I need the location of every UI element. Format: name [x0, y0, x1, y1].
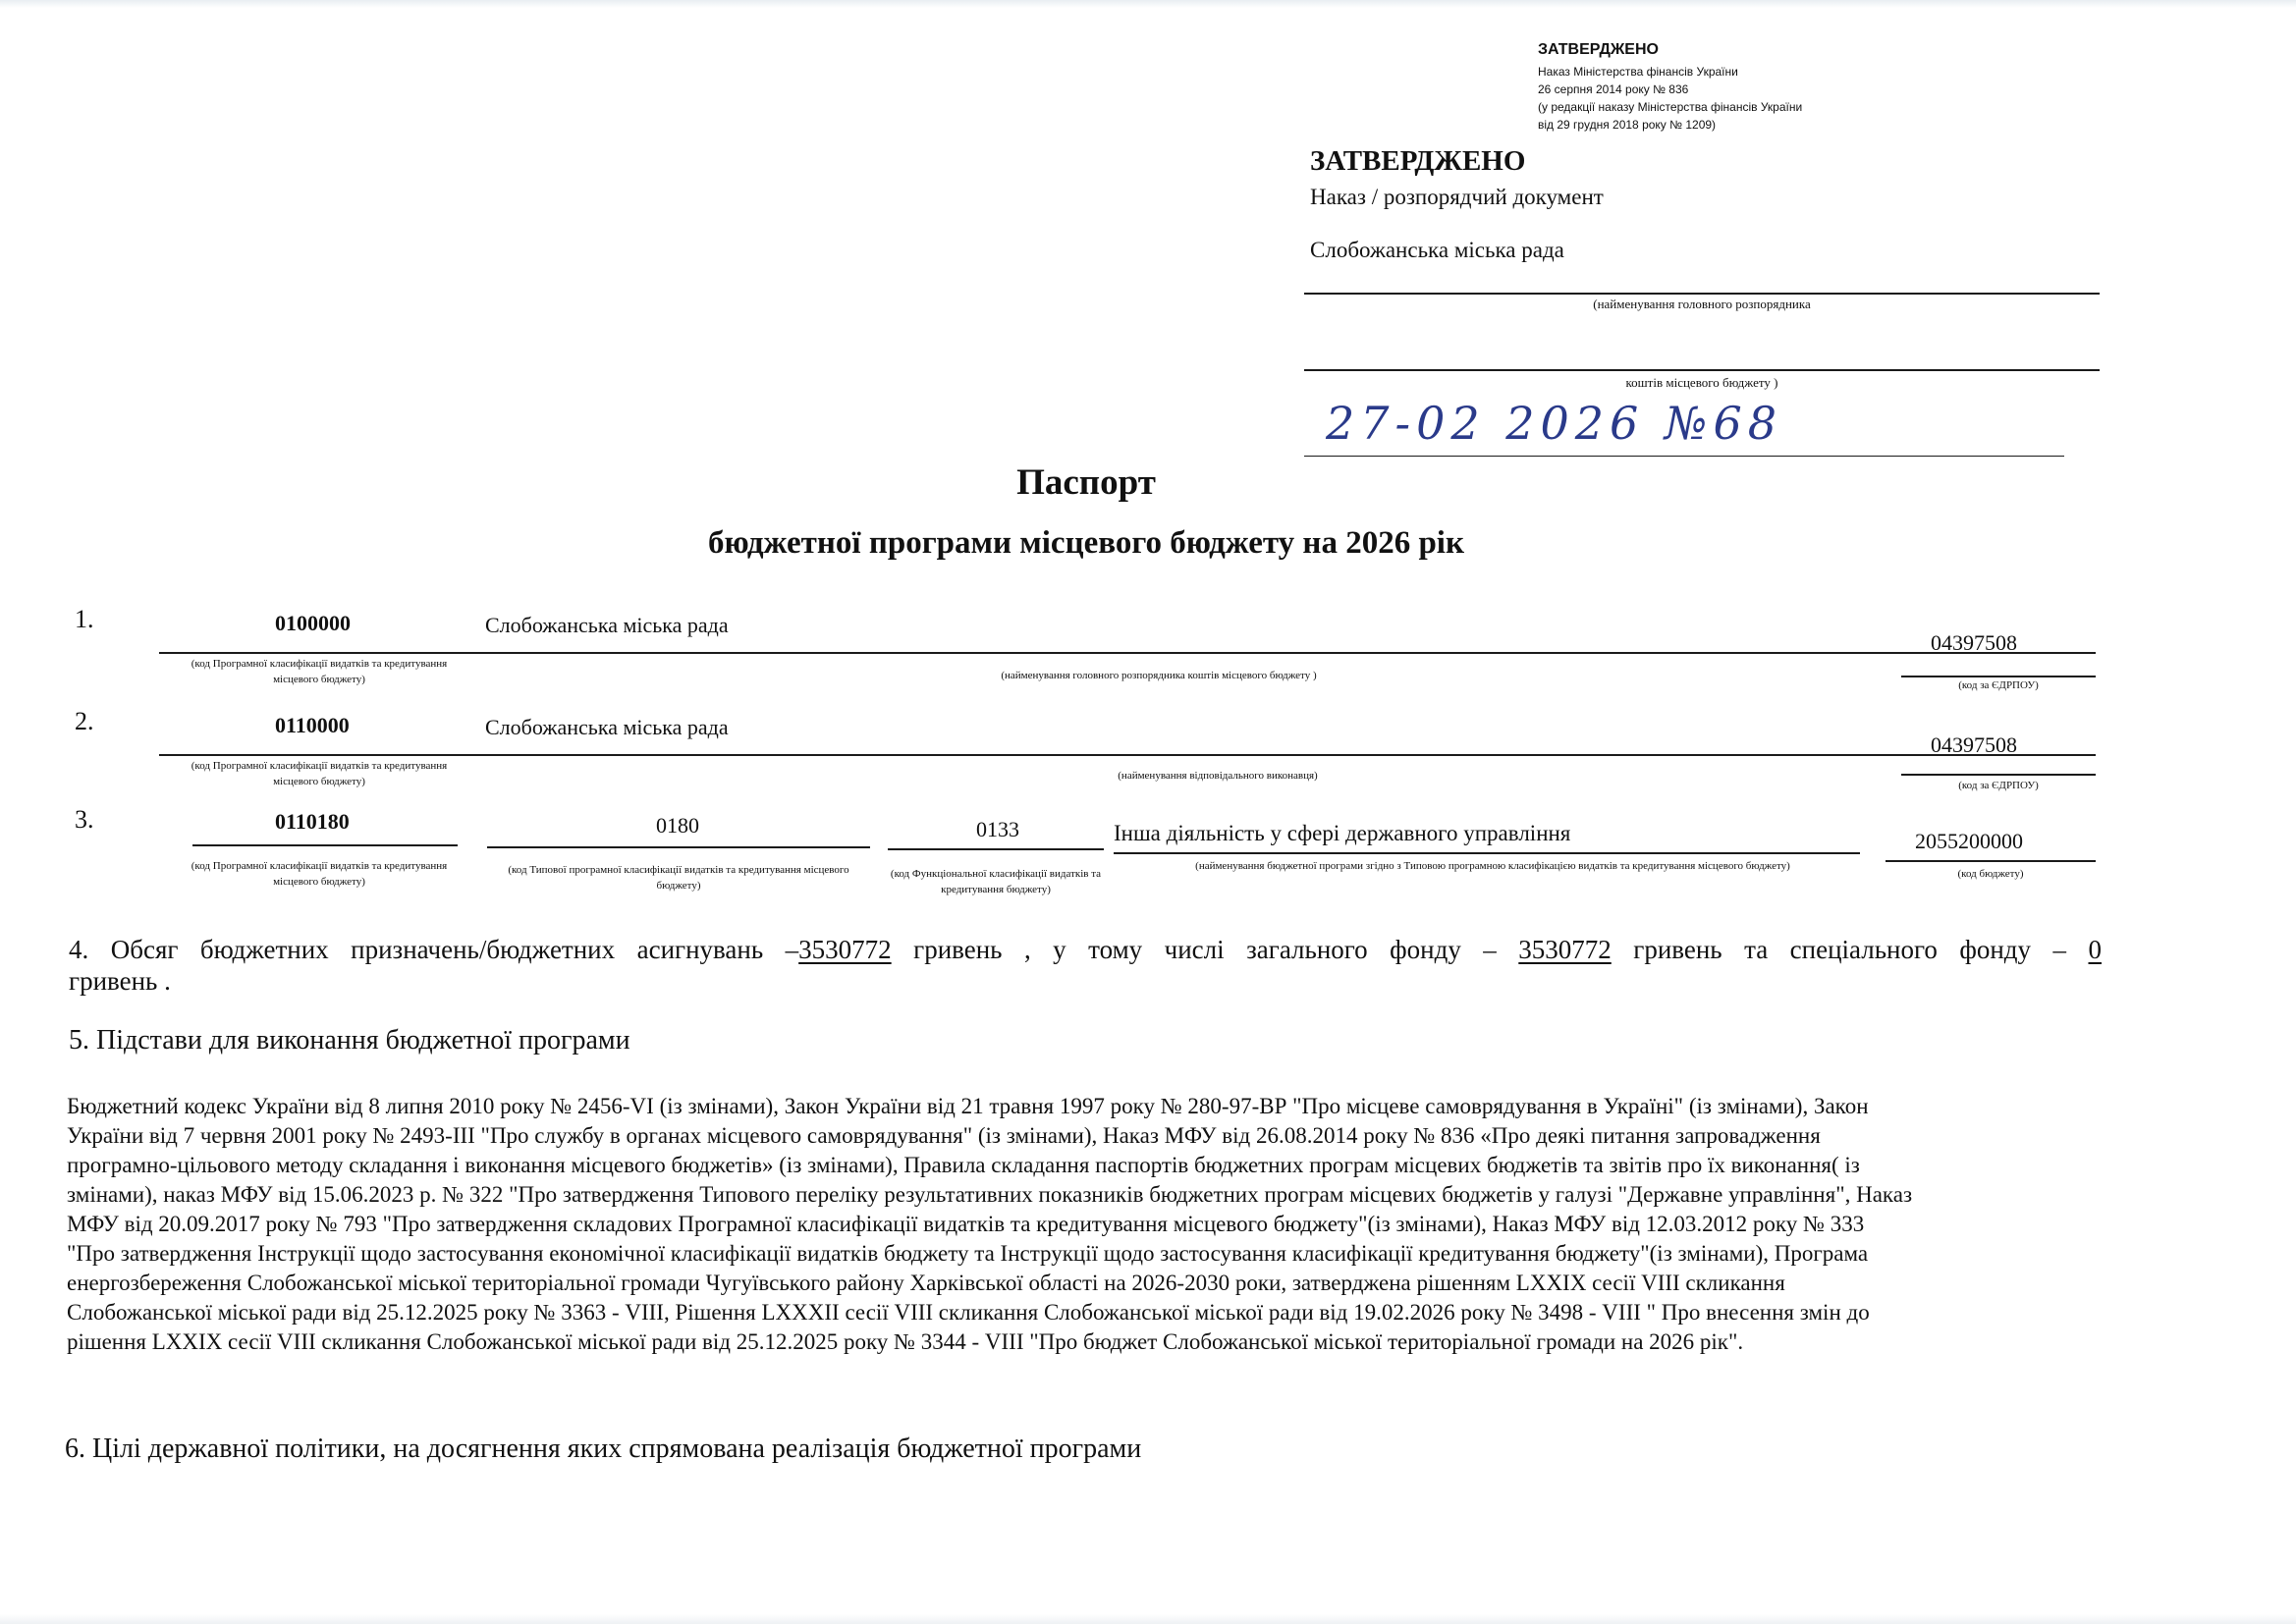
row-2-edrpou: 04397508: [1931, 732, 2017, 757]
section-5-line: Слобожанської міської ради від 25.12.2025 року № 3363 - VIII, Рішення LXXXII сесії VIII скликання Слобожанської міської ради від 19.02.2026 року № 3498 - VIII " Про внесення змін до: [67, 1300, 1870, 1325]
row-2-name: Слобожанська міська рада: [485, 715, 729, 739]
approval-stamp-line: (у редакції наказу Міністерства фінансів України: [1538, 100, 1803, 114]
row-3-code: 0110180: [275, 809, 350, 834]
handwritten-underline: [1304, 456, 2064, 457]
approval-caption-1: (найменування головного розпорядника: [1593, 297, 1811, 311]
section-4-total: 3530772: [798, 935, 892, 964]
section-4-text-4: гривень .: [69, 966, 171, 996]
row-2-caption-edrpou: (код за ЄДРПОУ): [1958, 780, 2039, 791]
approval-organization: Слобожанська міська рада: [1310, 238, 1564, 262]
approval-stamp-top: [1538, 41, 1802, 134]
row-3-underline-typical: [487, 846, 870, 848]
section-4-special-fund: 0: [2088, 935, 2102, 964]
row-3-underline-name: [1114, 852, 1860, 854]
section-5-line: рішення LXXIX сесії VIII скликання Слобожанської міської ради від 25.12.2025 року № 3344 - VIII "Про бюджет Слобожанської міської територіальної громади на 2026 рік".: [67, 1329, 1744, 1354]
row-2-number: 2.: [75, 707, 94, 735]
row-3-functional-code: 0133: [976, 817, 1019, 841]
row-1-name: Слобожанська міська рада: [485, 613, 729, 637]
row-1-caption-code: (код Програмної класифікації видатків та кредитування місцевого бюджету): [191, 658, 448, 685]
handwritten-date-number: 27-02 2026 №68: [1326, 397, 1782, 450]
section-5-line: енергозбереження Слобожанської міської територіальної громади Чугуївського району Харківської області на 2026-2030 роки, затверджена рішенням LXXIX сесії VIII скликання: [67, 1271, 1785, 1295]
approval-org-underline: [1304, 293, 2100, 295]
row-3-caption-name: (найменування бюджетної програми згідно з Типовою програмною класифікацією видатків та кредитування місцевого бюджету): [1195, 860, 1790, 872]
row-1-edrpou: 04397508: [1931, 630, 2017, 655]
row-2-code: 0110000: [275, 713, 350, 737]
section-4-general-fund: 3530772: [1518, 935, 1612, 964]
approval-title: ЗАТВЕРДЖЕНО: [1310, 145, 1526, 177]
row-3-caption-code: (код Програмної класифікації видатків та кредитування місцевого бюджету): [191, 860, 448, 888]
section-5-line: програмно-цільового методу складання і виконання місцевого бюджетів» (із змінами), Правила складання паспортів бюджетних програм місцевих бюджетів та звітів про їх виконання( із: [67, 1153, 1860, 1177]
row-3-underline-budget: [1886, 860, 2096, 862]
row-3-caption-functional: (код Функціональної класифікації видатків та кредитування бюджету): [890, 868, 1102, 895]
row-3-underline-functional: [888, 848, 1104, 850]
section-5-line: МФУ від 20.09.2017 року № 793 "Про затвердження складових Програмної класифікації видатків та кредитування місцевого бюджету"(із змінами), Наказ МФУ від 12.03.2012 року № 333: [67, 1212, 1865, 1236]
section-5-line: "Про затвердження Інструкції щодо застосування економічної класифікації видатків бюджету та Інструкції щодо застосування класифікації кредитування бюджету"(із змінами), Програма: [67, 1241, 1869, 1266]
approval-stamp-line: від 29 грудня 2018 року № 1209): [1538, 118, 1717, 132]
scan-bottom-edge: [0, 1614, 2296, 1624]
section-4-text-3: гривень та спеціального фонду –: [1611, 935, 2089, 964]
section-4-paragraph: [69, 929, 2102, 970]
row-1-number: 1.: [75, 605, 94, 633]
row-2-caption-code: (код Програмної класифікації видатків та кредитування місцевого бюджету): [191, 760, 448, 787]
row-3-caption-typical: (код Типової програмної класифікації видатків та кредитування місцевого бюджету): [508, 864, 849, 892]
section-5-line: Бюджетний кодекс України від 8 липня 2010 року № 2456-VI (із змінами), Закон України від 21 травня 1997 року № 280-97-ВР "Про місцеве самоврядування в Україні" (із змінами), Закон: [67, 1094, 1869, 1118]
section-4-text-1: 4. Обсяг бюджетних призначень/бюджетних асигнувань –: [69, 935, 799, 964]
approval-stamp-line: 26 серпня 2014 року № 836: [1538, 82, 1689, 96]
row-3-typical-code: 0180: [656, 813, 699, 838]
section-5-line: України від 7 червня 2001 року № 2493-ІІІ "Про службу в органах місцевого самоврядування" (із змінами), Наказ МФУ від 26.08.2014 року № 836 «Про деякі питання запровадження: [67, 1123, 1821, 1148]
row-3-caption-budget: (код бюджету): [1957, 868, 2024, 880]
approval-second-underline: [1304, 369, 2100, 371]
scan-top-edge: [0, 0, 2296, 8]
row-2-edrpou-underline: [1901, 774, 2096, 776]
section-6-title: 6. Цілі державної політики, на досягнення яких спрямована реалізація бюджетної програми: [65, 1434, 1142, 1464]
row-3-program-name: Інша діяльність у сфері державного управління: [1114, 821, 1571, 845]
section-5-body: [67, 1092, 2050, 1357]
row-3-number: 3.: [75, 805, 94, 834]
row-1-caption-name: (найменування головного розпорядника коштів місцевого бюджету ): [1001, 670, 1317, 681]
row-1-code: 0100000: [275, 611, 351, 635]
row-2-caption-name: (найменування відповідального виконавця): [1118, 770, 1318, 782]
section-5-line: змінами), наказ МФУ від 15.06.2023 р. № 322 "Про затвердження Типового переліку результативних показників бюджетних програм місцевих бюджетів у галузі "Державне управління", Наказ: [67, 1182, 1913, 1207]
approval-subtitle: Наказ / розпорядчий документ: [1310, 185, 1604, 209]
approval-caption-2: коштів місцевого бюджету ): [1625, 375, 1778, 390]
row-3-budget-code: 2055200000: [1915, 829, 2023, 853]
row-1-underline: [159, 652, 2096, 654]
row-1-caption-edrpou: (код за ЄДРПОУ): [1958, 679, 2039, 691]
approval-stamp-line: Наказ Міністерства фінансів України: [1538, 65, 1738, 79]
approval-stamp-title: ЗАТВЕРДЖЕНО: [1538, 41, 1659, 58]
section-5-title: 5. Підстави для виконання бюджетної програми: [69, 1025, 630, 1056]
page-subtitle: бюджетної програми місцевого бюджету на 2026 рік: [708, 525, 1464, 561]
row-3-underline-code: [192, 844, 458, 846]
section-4-text-2: гривень , у тому числі загального фонду –: [891, 935, 1519, 964]
page-title: Паспорт: [1016, 462, 1156, 503]
row-2-underline: [159, 754, 2096, 756]
